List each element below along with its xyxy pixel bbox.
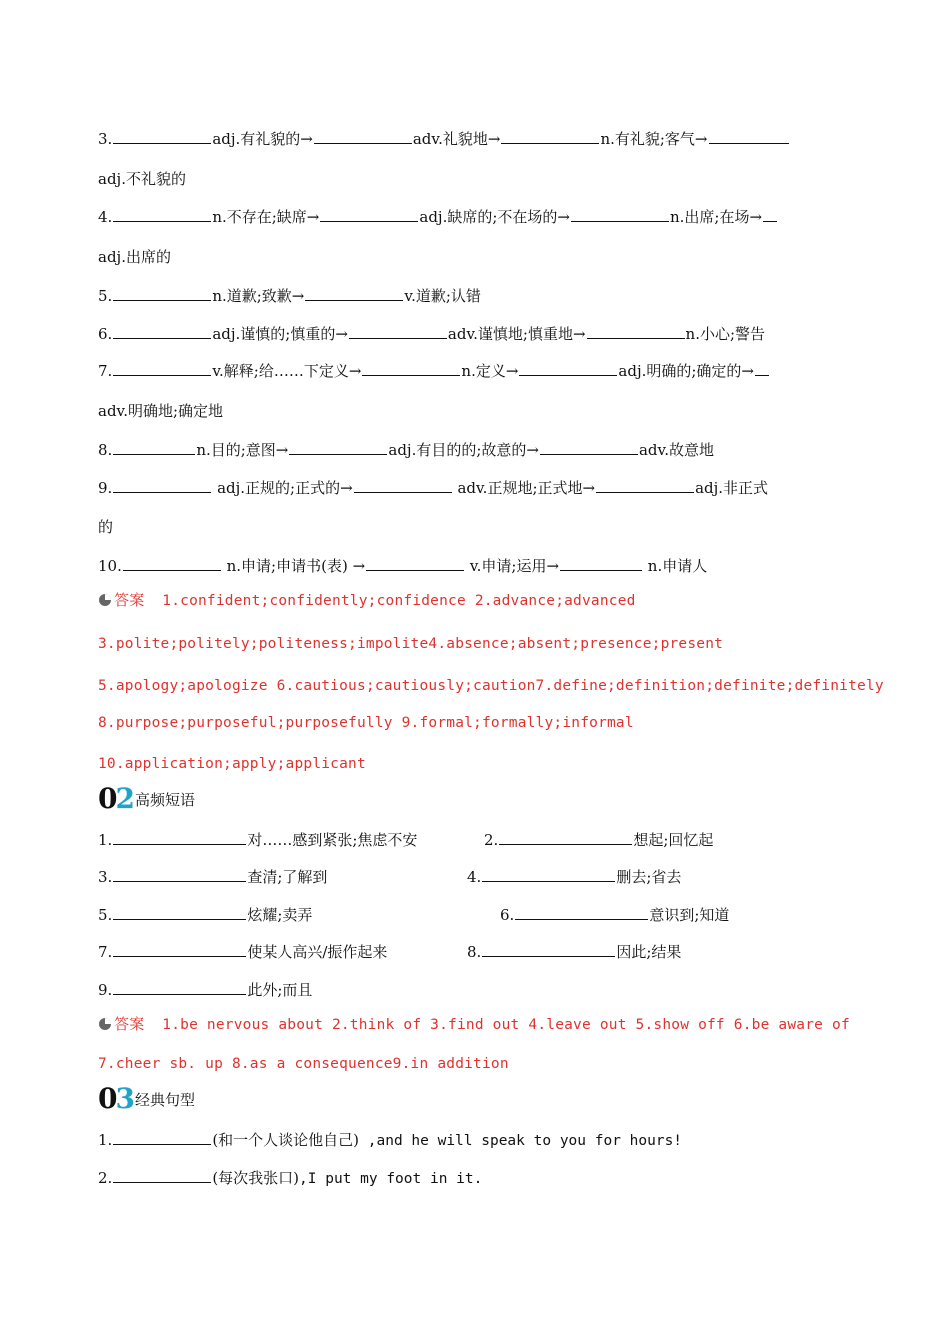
answer-blank[interactable]	[482, 941, 615, 957]
answer-blank[interactable]	[519, 360, 617, 376]
phrase-hint: 查清;了解到	[247, 868, 328, 886]
phrase-answer-line-2	[98, 1054, 846, 1074]
word-hint: adj.非正式	[695, 479, 769, 497]
answer-blank[interactable]	[113, 128, 211, 144]
vocab-item-8	[98, 439, 846, 460]
word-hint: adj.不礼貌的	[98, 170, 186, 188]
item-number: 4.	[467, 868, 482, 886]
item-number: 2.	[98, 1169, 113, 1187]
word-hint: adj.有礼貌的→	[212, 130, 313, 148]
word-hint: n.定义→	[461, 362, 519, 380]
item-number: 9.	[98, 479, 113, 497]
answer-blank[interactable]	[560, 555, 642, 571]
phrase-item-5	[98, 904, 312, 925]
answer-blank[interactable]	[362, 360, 460, 376]
word-hint: adj.缺席的;不在场的→	[419, 208, 570, 226]
answer-blank[interactable]	[755, 360, 769, 376]
word-hint: n.小心;警告	[685, 325, 766, 343]
answer-blank[interactable]	[113, 829, 246, 845]
answer-blank[interactable]	[113, 360, 211, 376]
answer-marker-icon	[98, 593, 112, 607]
vocab-answer-line-4	[98, 713, 846, 733]
answer-blank[interactable]	[571, 206, 669, 222]
answer-blank[interactable]	[113, 1167, 211, 1183]
phrase-hint: 使某人高兴/振作起来	[247, 943, 388, 961]
vocab-item-4	[98, 206, 846, 227]
phrase-item-3	[98, 866, 327, 887]
word-hint: adv.明确地;确定地	[98, 402, 224, 420]
phrase-hint: 删去;省去	[616, 868, 682, 886]
vocab-item-7	[98, 360, 846, 381]
answer-blank[interactable]	[113, 285, 211, 301]
item-number: 3.	[98, 130, 113, 148]
item-number: 2.	[484, 831, 499, 849]
vocab-answer-line-3	[98, 676, 884, 696]
item-number: 5.	[98, 906, 113, 924]
item-number: 4.	[98, 208, 113, 226]
answer-text: 5.apology;apologize 6.cautious;cautiously;caution7.define;definition;definite;definitely	[98, 678, 884, 694]
word-hint: n.目的;意图→	[196, 441, 289, 459]
vocab-answer-line-1	[98, 590, 846, 611]
answer-blank[interactable]	[113, 904, 246, 920]
phrase-hint: 对……感到紧张;焦虑不安	[247, 831, 418, 849]
sentence-text: ,and he will speak to you for hours!	[359, 1133, 683, 1149]
item-number: 5.	[98, 287, 113, 305]
item-number: 8.	[98, 441, 113, 459]
vocab-item-4-cont	[98, 247, 846, 267]
phrase-hint: 因此;结果	[616, 943, 682, 961]
answer-label: 答案	[114, 1015, 145, 1033]
word-hint: n.有礼貌;客气→	[600, 130, 708, 148]
answer-blank[interactable]	[113, 979, 246, 995]
word-hint: n.出席;在场→	[669, 208, 763, 226]
item-number: 6.	[98, 325, 113, 343]
answer-blank[interactable]	[596, 477, 694, 493]
answer-blank[interactable]	[349, 323, 447, 339]
section-number-accent: 2	[115, 782, 135, 815]
item-number: 1.	[98, 1131, 113, 1149]
answer-blank[interactable]	[113, 1129, 211, 1145]
answer-blank[interactable]	[113, 866, 246, 882]
answer-text: 1.be nervous about 2.think of 3.find out 4.leave out 5.show off 6.be aware of	[162, 1017, 850, 1033]
answer-label: 答案	[114, 591, 145, 609]
answer-blank[interactable]	[123, 555, 221, 571]
word-hint: adv.礼貌地→	[412, 130, 501, 148]
answer-blank[interactable]	[113, 477, 211, 493]
phrase-item-1	[98, 829, 417, 850]
answer-text: 10.application;apply;applicant	[98, 756, 366, 772]
word-hint: adj.有目的的;故意的→	[388, 441, 539, 459]
answer-text: 8.purpose;purposeful;purposefully 9.formal;formally;informal	[98, 715, 634, 731]
word-hint: n.不存在;缺席→	[212, 208, 320, 226]
section-heading-sentences	[98, 1082, 195, 1115]
word-hint: n.申请;申请书(表) →	[221, 557, 366, 575]
answer-blank[interactable]	[305, 285, 403, 301]
answer-blank[interactable]	[482, 866, 615, 882]
section-title: 高频短语	[134, 791, 195, 809]
word-hint: v.道歉;认错	[404, 287, 481, 305]
answer-blank[interactable]	[587, 323, 685, 339]
section-number: 0	[98, 782, 116, 815]
vocab-answer-line-5	[98, 754, 846, 774]
answer-text: 7.cheer sb. up 8.as a consequence9.in addition	[98, 1056, 509, 1072]
answer-text: 3.polite;politely;politeness;impolite4.absence;absent;presence;present	[98, 636, 724, 652]
item-number: 10.	[98, 557, 122, 575]
item-number: 7.	[98, 943, 113, 961]
word-hint: adv.故意地	[638, 441, 714, 459]
vocab-answer-line-2	[98, 634, 846, 654]
phrase-item-7	[98, 941, 387, 962]
answer-blank[interactable]	[499, 829, 632, 845]
answer-blank[interactable]	[314, 128, 412, 144]
answer-blank[interactable]	[501, 128, 599, 144]
sentence-text: ,I put my foot in it.	[299, 1171, 483, 1187]
section-heading-phrases	[98, 782, 195, 815]
word-hint: adj.明确的;确定的→	[618, 362, 754, 380]
word-hint: n.申请人	[643, 557, 708, 575]
sentence-hint: (每次我张口)	[212, 1169, 300, 1187]
answer-blank[interactable]	[709, 128, 789, 144]
answer-marker-icon	[98, 1017, 112, 1031]
answer-blank[interactable]	[540, 439, 638, 455]
answer-blank[interactable]	[289, 439, 387, 455]
vocab-item-7-cont	[98, 401, 846, 421]
sentence-item-1	[98, 1129, 846, 1151]
vocab-item-3-cont	[98, 169, 846, 189]
phrase-item-2	[484, 829, 713, 850]
vocab-item-10	[98, 555, 846, 576]
answer-text: 1.confident;confidently;confidence 2.advance;advanced	[162, 593, 636, 609]
phrase-item-9	[98, 979, 312, 1000]
word-hint: v.解释;给……下定义→	[212, 362, 362, 380]
section-title: 经典句型	[134, 1091, 195, 1109]
phrase-item-8	[467, 941, 681, 962]
section-number: 0	[98, 1082, 116, 1115]
phrase-item-6	[500, 904, 729, 925]
word-hint: adj.谨慎的;慎重的→	[212, 325, 348, 343]
phrase-hint: 想起;回忆起	[633, 831, 714, 849]
section-number-accent: 3	[115, 1082, 135, 1115]
phrase-item-4	[467, 866, 681, 887]
item-number: 3.	[98, 868, 113, 886]
answer-blank[interactable]	[763, 206, 777, 222]
item-number: 8.	[467, 943, 482, 961]
item-number: 9.	[98, 981, 113, 999]
word-hint: v.申请;运用→	[465, 557, 560, 575]
phrase-hint: 此外;而且	[247, 981, 313, 999]
answer-blank[interactable]	[320, 206, 418, 222]
phrase-answer-line-1	[98, 1014, 850, 1035]
phrase-hint: 意识到;知道	[649, 906, 730, 924]
vocab-item-5	[98, 285, 846, 306]
answer-blank[interactable]	[113, 941, 246, 957]
word-hint: adj.出席的	[98, 248, 171, 266]
item-number: 7.	[98, 362, 113, 380]
word-hint: n.道歉;致歉→	[212, 287, 305, 305]
vocab-item-6	[98, 323, 846, 344]
item-number: 6.	[500, 906, 515, 924]
word-hint: adj.正规的;正式的→	[212, 479, 353, 497]
answer-blank[interactable]	[366, 555, 464, 571]
word-hint: 的	[98, 518, 114, 536]
answer-blank[interactable]	[113, 439, 195, 455]
answer-blank[interactable]	[515, 904, 648, 920]
sentence-item-2	[98, 1167, 846, 1189]
vocab-item-3	[98, 128, 846, 149]
word-hint: adv.谨慎地;慎重地→	[447, 325, 586, 343]
answer-blank[interactable]	[113, 206, 211, 222]
vocab-item-9	[98, 477, 846, 498]
answer-blank[interactable]	[354, 477, 452, 493]
phrase-hint: 炫耀;卖弄	[247, 906, 313, 924]
sentence-hint: (和一个人谈论他自己)	[212, 1131, 360, 1149]
vocab-item-9-cont	[98, 517, 846, 537]
item-number: 1.	[98, 831, 113, 849]
word-hint: adv.正规地;正式地→	[452, 479, 596, 497]
answer-blank[interactable]	[113, 323, 211, 339]
